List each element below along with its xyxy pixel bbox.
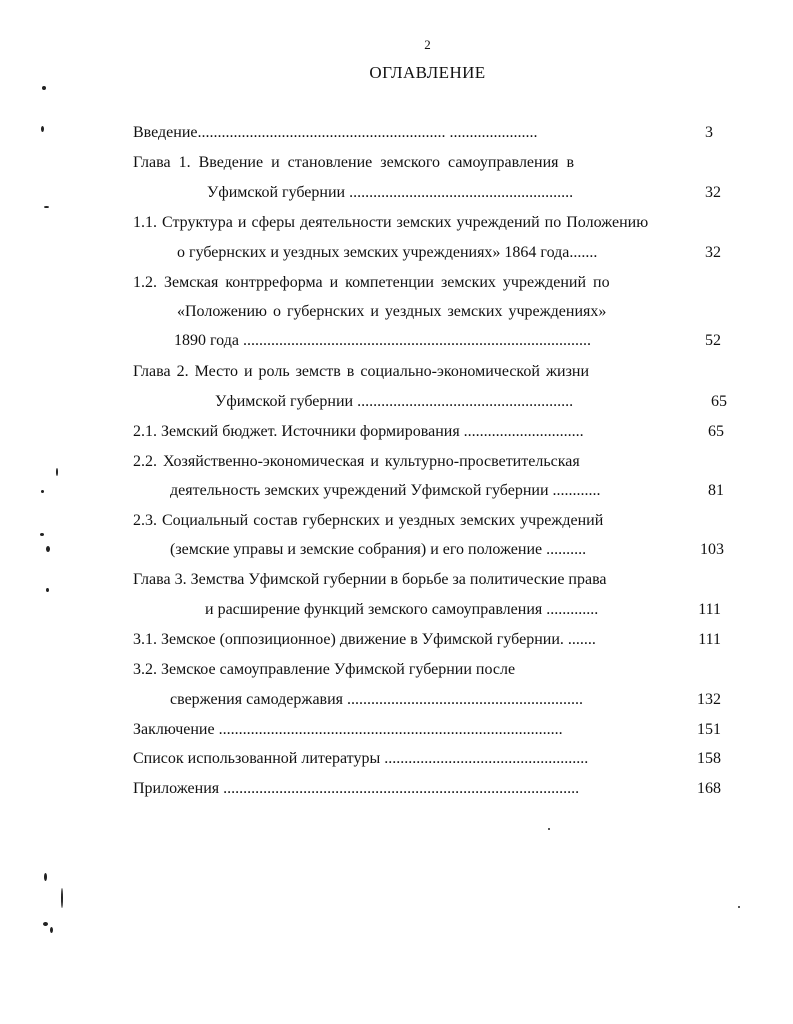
- toc-chapter-1-line2: [207, 183, 573, 203]
- toc-section-2-2-line1: 2.2. Хозяйственно-экономическая и культурно-просветительская: [133, 453, 580, 470]
- toc-conclusion: [133, 720, 563, 740]
- toc-section-2-3-line1: 2.3. Социальный состав губернских и уездных земских учреждений: [133, 512, 604, 529]
- toc-leader: ...................................................: [384, 750, 589, 767]
- toc-page-number: 32: [705, 244, 721, 261]
- toc-section-3-2-line2: [170, 690, 583, 710]
- toc-label: (земские управы и земские собрания) и его положение: [170, 541, 543, 558]
- toc-label: деятельность земских учреждений Уфимской губернии: [170, 482, 549, 499]
- scan-speck: [61, 888, 63, 908]
- toc-leader: ............: [552, 482, 601, 499]
- toc-page-number: 65: [708, 423, 724, 440]
- scan-speck: [42, 86, 46, 90]
- toc-page-number: 103: [700, 541, 724, 558]
- toc-label: Заключение: [133, 721, 215, 738]
- toc-label: Введение: [133, 124, 198, 141]
- toc-page-number: 151: [697, 721, 721, 738]
- toc-leader: .......................................................................................: [242, 332, 591, 349]
- toc-chapter-2-line2: [215, 392, 573, 412]
- toc-section-1-1-line2: о губернских и уездных земских учреждениях» 1864 года.......: [177, 244, 598, 261]
- scan-speck: [738, 906, 740, 908]
- toc-label: Приложения: [133, 780, 220, 797]
- toc-page-number: 168: [697, 780, 721, 797]
- toc-label: Уфимской губернии: [207, 184, 346, 201]
- toc-page-number: 3: [705, 124, 713, 141]
- toc-page-number: 158: [697, 750, 721, 767]
- toc-appendix: [133, 779, 579, 799]
- scan-speck: [44, 206, 49, 208]
- toc-label: Список использованной литературы: [133, 750, 381, 767]
- toc-label: свержения самодержавия: [170, 691, 344, 708]
- toc-section-3-2-line1: 3.2. Земское самоуправление Уфимской губернии после: [133, 661, 516, 678]
- toc-leader: .............................................................. ......................: [197, 124, 538, 141]
- scan-speck: [41, 490, 44, 493]
- toc-section-1-2-line3: [174, 331, 591, 351]
- toc-page-number: 132: [697, 691, 721, 708]
- toc-leader: .............: [546, 601, 599, 618]
- scan-speck: [548, 828, 550, 830]
- toc-label: 2.1. Земский бюджет. Источники формирования: [133, 423, 460, 440]
- toc-section-2-3-line2: [170, 540, 586, 560]
- scan-speck: [40, 533, 44, 536]
- toc-section-1-2-line1: 1.2. Земская контрреформа и компетенции земских учреждений по: [133, 274, 610, 291]
- toc-section-3-1: 3.1. Земское (оппозиционное) движение в Уфимской губернии. .......: [133, 631, 596, 648]
- toc-page-number: 32: [705, 184, 721, 201]
- toc-leader: .........................................................................................: [223, 780, 580, 797]
- toc-page-number: 65: [711, 393, 727, 410]
- toc-leader: ......................................................: [357, 393, 574, 410]
- scan-speck: [46, 588, 49, 592]
- toc-page-number: 81: [708, 482, 724, 499]
- toc-label: 1890 года: [174, 332, 239, 349]
- toc-page-number: 111: [698, 601, 721, 618]
- toc-page-number: 111: [698, 631, 721, 648]
- toc-section-1-2-line2: «Положению о губернских и уездных земских учреждениях»: [177, 303, 607, 320]
- toc-literature: [133, 749, 588, 769]
- scan-speck: [56, 468, 58, 476]
- toc-label: и расширение функций земского самоуправления: [205, 601, 543, 618]
- toc-section-2-1: [133, 422, 584, 442]
- toc-label: Уфимской губернии: [215, 393, 354, 410]
- toc-chapter-2-line1: Глава 2. Место и роль земств в социально-экономической жизни: [133, 363, 590, 380]
- scan-speck: [46, 546, 50, 552]
- toc-page-number: 52: [705, 332, 721, 349]
- toc-chapter-3-line2: [205, 600, 598, 620]
- scan-speck: [44, 873, 47, 881]
- page-title: ОГЛАВЛЕНИЕ: [369, 63, 486, 82]
- toc-leader: ..........: [546, 541, 587, 558]
- toc-leader: ......................................................................................: [218, 721, 563, 738]
- scan-speck: [43, 922, 48, 926]
- scan-speck: [41, 126, 44, 132]
- toc-section-1-1-line1: 1.1. Структура и сферы деятельности земских учреждений по Положению: [133, 214, 649, 231]
- toc-leader: ........................................................: [349, 184, 574, 201]
- toc-leader: ..............................: [463, 423, 584, 440]
- toc-chapter-3-line1: Глава 3. Земства Уфимской губернии в борьбе за политические права: [133, 571, 607, 588]
- toc-entry-intro: [133, 123, 538, 143]
- toc-leader: ...........................................................: [347, 691, 584, 708]
- toc-section-2-2-line2: [170, 481, 601, 501]
- page-number: 2: [424, 37, 431, 52]
- scan-speck: [50, 927, 53, 933]
- toc-chapter-1-line1: Глава 1. Введение и становление земского самоуправления в: [133, 154, 575, 171]
